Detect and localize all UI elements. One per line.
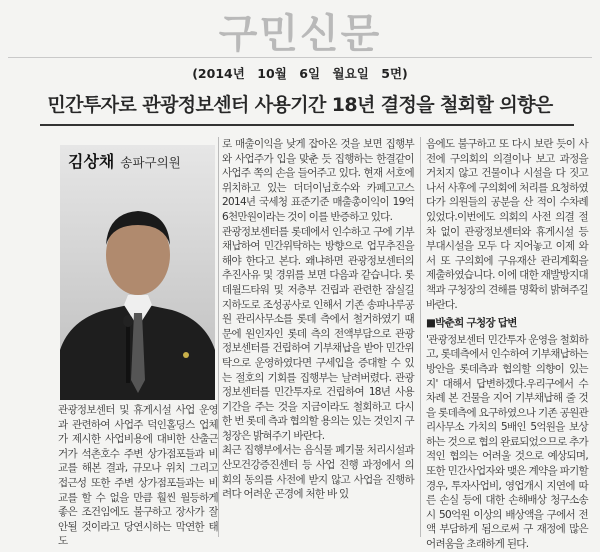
article-paragraph: 로 매출이익을 낮게 잡아온 것을 보면 집행부와 사업주가 입을 맞춘 듯 집행하는 한결같이 사업주 쪽의 손을 들어주고 있다. 현재 서호에 위치하고 있는 더더이님호수와 카페고고스 2014년 국세청 표준기준 매출총이익이 19억 6천만원이라는 것이 이를 반증하고 있다.	[222, 138, 414, 223]
reporter-title: 송파구의원	[120, 155, 181, 170]
article-column-3	[426, 137, 588, 551]
reporter-byline	[68, 149, 181, 172]
article-paragraph: 관광정보센터 및 휴게시설 사업 운영과 관련하여 사업주 덕인홀딩스 업체가 제시한 사업비용에 대비한 산출근거가 석촌호수 주변 상가점포들과 비교를 해본 결과, 규모나 위치 그리고 접근성 또한 주변 상가점포들과는 비교를 할 수 없을 만큼 훨씬 월등하게 좋은 조건임에도 불구하고 장사가 잘 안될 것이라고 당연시하는 막연한 태도	[58, 404, 218, 548]
headline-divider	[40, 124, 574, 126]
column-divider	[218, 137, 219, 537]
portrait-image	[60, 145, 215, 400]
masthead-divider	[8, 57, 592, 58]
headline: 민간투자로 관광정보센터 사용기간 18년 결정을 철회할 의향은	[47, 94, 553, 116]
article-paragraph: 음에도 불구하고 또 다시 보란 듯이 사전에 구의회의 의결이나 보고 과정을 거치지 않고 건물이나 시설을 다 짓고 나서 사후에 구의회에 처리를 요청하였다가 의원들의 공분을 산 적이 수차례 있었다.이번에도 의회의 사전 의결 절차 없이 관광정보센터와 휴게시설 등 부대시설을 모두 다 지어놓고 이제 와서 또 구의회에 구유재산 관리계획을 제출하였습니다. 이에 대한 재발방지대책과 구청장의 견해를 명확히 밝혀주길 바란다.	[426, 138, 588, 311]
answer-paragraph: '관광정보센터 민간투자 운영을 철회하고, 롯데측에서 인수하여 기부채납하는 방안을 롯데측과 협의할 의향이 있는지' 대해서 답변하겠다.우리구에서 수차례 본 건물을 지어 기부채납해 줄 것을 롯데측에 요구하였으나 기존 공원관리사무소 가치의 5배인 5억원을 보상하는 것으로 협의 완료되었으므로 추가적인 협의는 어려울 것으로 예상되며, 또한 민간사업자와 맺은 계약을 파기할 경우, 투자사업비, 영업개시 지연에 따른 손실 등에 대한 손해배상 청구소송시 50억원 이상의 배상액을 구에서 전액 부담하게 됨으로써 구 재정에 많은 어려움을 초래하게 된다.	[426, 333, 588, 551]
article-column-1	[58, 403, 218, 548]
column-divider	[420, 137, 421, 537]
newspaper-logo: 구민신문	[218, 10, 382, 57]
reporter-photo	[60, 145, 215, 400]
article-column-2	[222, 137, 414, 537]
reporter-name: 김상채	[68, 152, 115, 171]
article-paragraph: 관광정보센터를 롯데에서 인수하고 구에 기부채납하여 민간위탁하는 방향으로 업무추진을 해야 한다고 본다. 왜냐하면 관광정보센터의 추진사유 및 경위를 보면 다음과 같습니다. 롯데월드타워 및 저층부 건립과 관련한 잠실길 지하도로 조성공사로 인해서 기존 송파나루공원 관리사무소를 롯데 측에서 철거하였기 때문에 원인자인 롯데 측의 전액부담으로 관광정보센터를 건립하여 기부채납을 받아 민간위탁으로 운영하였다면 구세입을 증대할 수 있는 절호의 기회를 집행부는 날려버렸다. 관광정보센터를 민간투자로 건립하여 18년 사용기간을 주는 것을 지금이라도 철회하고 다시 한 번 롯데 측과 협의할 용의는 있는 것인지 구청장은 밝혀주기 바란다.	[222, 225, 414, 442]
article-paragraph: 최근 집행부에서는 음식물 폐기물 처리시설과 산모건강증진센터 등 사업 진행 과정에서 의회의 동의를 사전에 받지 않고 사업을 진행하려다 어려운 곤경에 처한 바 있	[222, 444, 414, 501]
dateline: (2014년 10월 6일 월요일 5면)	[192, 66, 408, 81]
masthead	[0, 0, 600, 60]
answer-heading: ■박춘희 구청장 답변	[426, 317, 517, 330]
